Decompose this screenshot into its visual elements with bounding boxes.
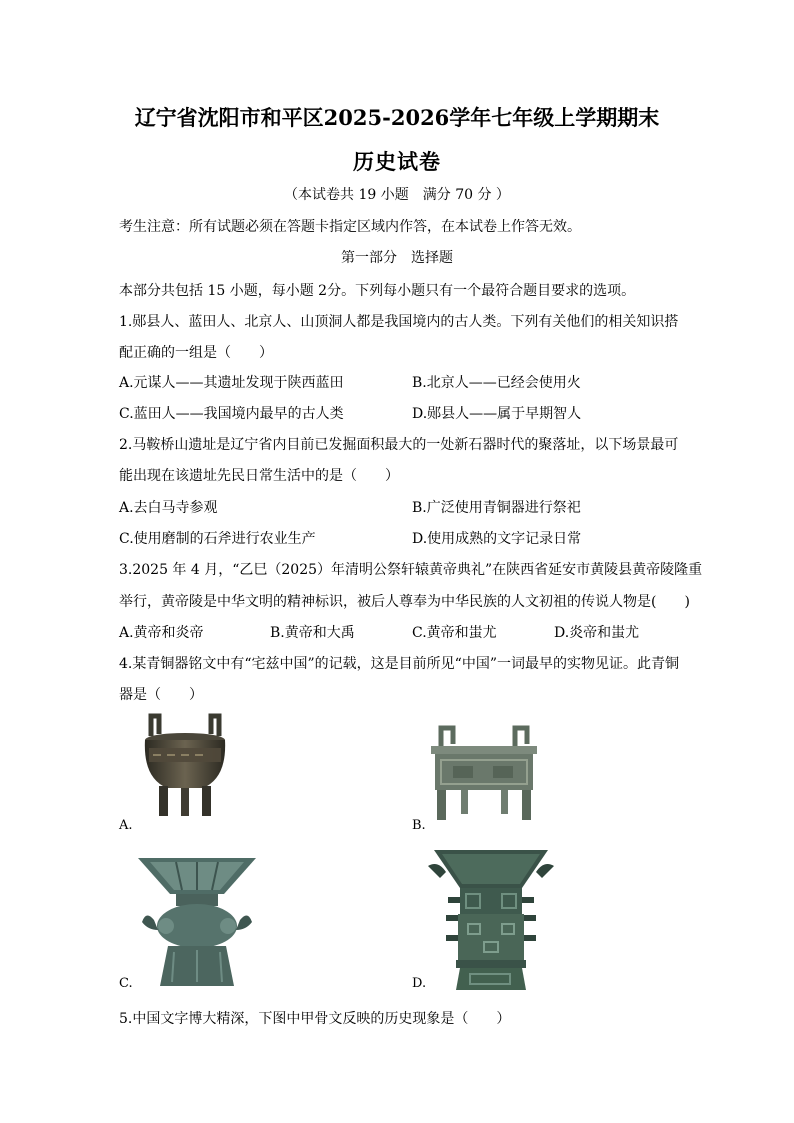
q3-option-c: C.黄帝和蚩尤	[412, 625, 497, 641]
q4-option-a-label: A.	[119, 818, 133, 833]
q4-option-d-label: D.	[412, 976, 427, 991]
q1-stem-line1: 1.郧县人、蓝田人、北京人、山顶洞人都是我国境内的古人类。下列有关他们的相关知识搭	[119, 314, 679, 330]
section-heading: 第一部分 选择题	[341, 250, 453, 266]
q3-option-d: D.炎帝和蚩尤	[554, 625, 640, 641]
q4-stem-line2: 器是（ ）	[119, 687, 203, 703]
q3-option-b: B.黄帝和大禹	[270, 625, 355, 641]
q1-stem-line2: 配正确的一组是（ ）	[119, 345, 273, 361]
exam-subject: 历史试卷	[353, 149, 441, 174]
q4-image-a-ding	[133, 712, 237, 818]
q2-option-b: B.广泛使用青铜器进行祭祀	[412, 500, 581, 516]
q4-option-c-label: C.	[119, 976, 133, 991]
q2-option-a: A.去白马寺参观	[119, 500, 218, 516]
q4-image-b-fangding	[423, 722, 543, 822]
q1-option-b: B.北京人——已经会使用火	[412, 375, 581, 391]
q1-option-a: A.元谋人——其遗址发现于陕西蓝田	[119, 375, 344, 391]
q4-stem-line1: 4.某青铜器铭文中有“宅兹中国”的记载，这是目前所见“中国”一词最早的实物见证。此青铜	[119, 656, 679, 672]
q4-image-c-zun	[136, 854, 258, 988]
q3-stem-line1: 3.2025 年 4 月，“乙巳（2025）年清明公祭轩辕黄帝典礼”在陕西省延安市黄陵县黄帝陵隆重	[119, 562, 703, 578]
exam-title: 辽宁省沈阳市和平区2025-2026学年七年级上学期期末	[134, 105, 660, 130]
q5-stem-line1: 5.中国文字博大精深，下图中甲骨文反映的历史现象是（ ）	[119, 1011, 511, 1027]
q4-option-b-label: B.	[412, 818, 426, 833]
q2-option-c: C.使用磨制的石斧进行农业生产	[119, 531, 316, 547]
q2-stem-line2: 能出现在该遗址先民日常生活中的是（ ）	[119, 468, 399, 484]
q1-option-d: D.郧县人——属于早期智人	[412, 406, 582, 422]
q3-option-a: A.黄帝和炎帝	[119, 625, 204, 641]
q4-image-d-hezun	[426, 846, 556, 992]
q3-stem-line2: 举行，黄帝陵是中华文明的精神标识，被后人尊奉为中华民族的人文初祖的传说人物是( )	[119, 594, 690, 610]
exam-notice: 考生注意：所有试题必须在答题卡指定区域内作答，在本试卷上作答无效。	[119, 219, 581, 235]
q2-stem-line1: 2.马鞍桥山遗址是辽宁省内目前已发掘面积最大的一处新石器时代的聚落址，以下场景最可	[119, 437, 679, 453]
exam-info: （本试卷共 19 小题 满分 70 分 ）	[284, 187, 510, 203]
q1-option-c: C.蓝田人——我国境内最早的古人类	[119, 406, 344, 422]
q2-option-d: D.使用成熟的文字记录日常	[412, 531, 582, 547]
section-description: 本部分共包括 15 小题，每小题 2分。下列每小题只有一个最符合题目要求的选项。	[119, 283, 636, 299]
